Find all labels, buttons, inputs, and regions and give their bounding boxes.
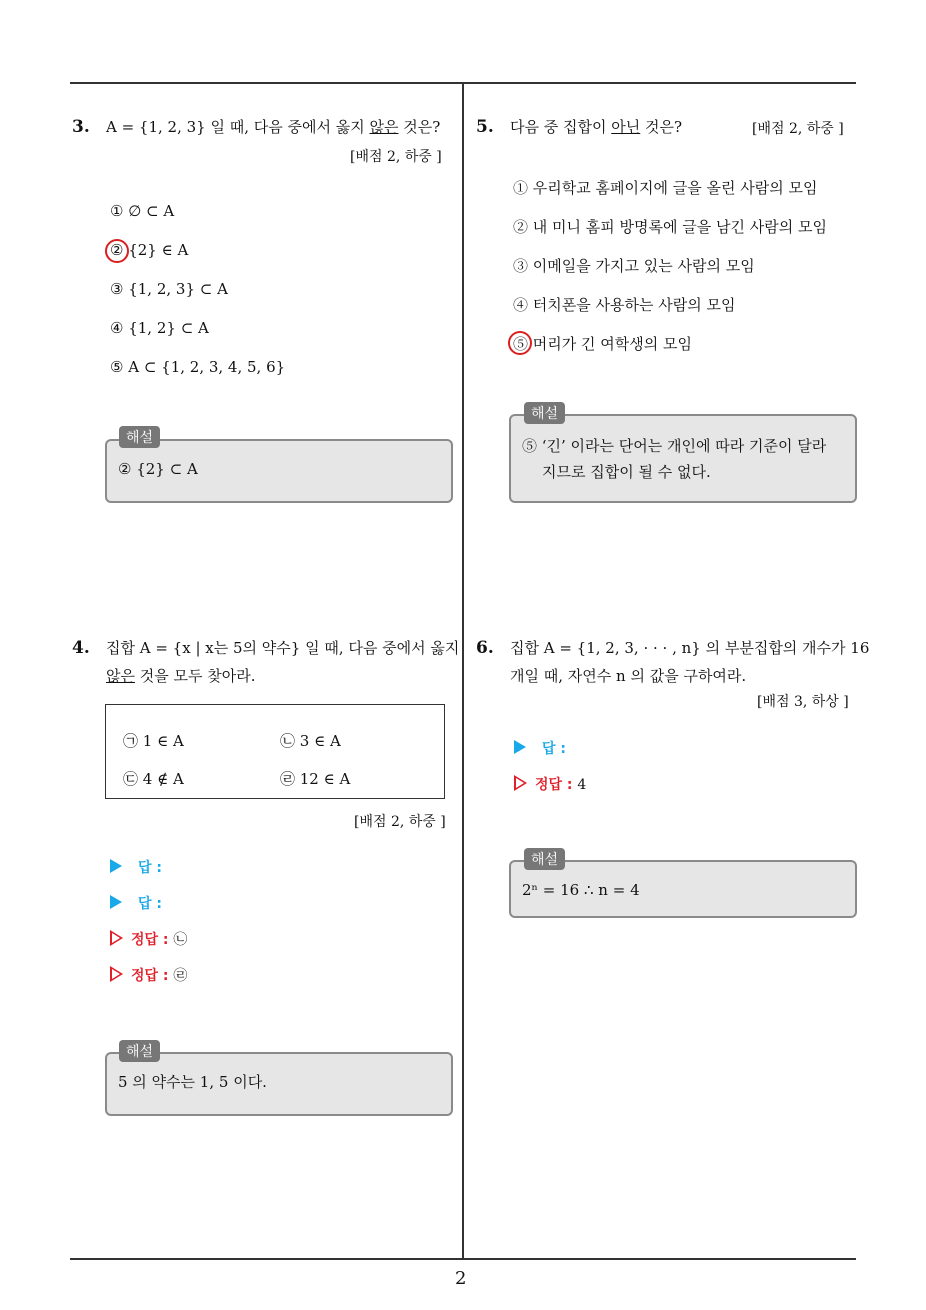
q6-text-line-1: 집합 A = {1, 2, 3, · · · , n} 의 부분집합의 개수가 16 — [510, 639, 870, 657]
q4-choice-4: ㉣ 12 ∈ A — [280, 770, 351, 788]
q3-option-3[interactable]: ③ {1, 2, 3} ⊂ A — [110, 280, 228, 298]
q3-explanation: ② {2} ⊂ A — [118, 460, 198, 478]
q5-text: 다음 중 집합이 아닌 것은? — [510, 118, 683, 136]
play-icon — [514, 740, 526, 754]
q4-explanation: 5 의 약수는 1, 5 이다. — [118, 1073, 267, 1091]
q5-option-2[interactable]: ② 내 미니 홈피 방명록에 글을 남긴 사람의 모임 — [513, 218, 827, 236]
q3-option-4[interactable]: ④ {1, 2} ⊂ A — [110, 319, 209, 337]
play-icon — [110, 859, 122, 873]
q4-answer-1[interactable]: 답 : — [110, 857, 162, 877]
q3-option-5[interactable]: ⑤ A ⊂ {1, 2, 3, 4, 5, 6} — [110, 358, 286, 376]
q6-answer[interactable]: 답 : — [514, 738, 566, 758]
q4-explanation-tag: 해설 — [119, 1040, 160, 1062]
outline-play-icon — [110, 930, 123, 946]
q3-option-2[interactable]: ② {2} ∈ A — [110, 241, 189, 259]
q5-option-3[interactable]: ③ 이메일을 가지고 있는 사람의 모임 — [513, 257, 755, 275]
q6-number: 6. — [476, 638, 494, 658]
q4-choice-3: ㉢ 4 ∉ A — [123, 770, 184, 788]
q4-text-line-2: 않은 것을 모두 찾아라. — [106, 667, 256, 685]
q4-number: 4. — [72, 638, 90, 658]
q5-option-4[interactable]: ④ 터치폰을 사용하는 사람의 모임 — [513, 296, 736, 314]
q5-option-5[interactable]: ⑤ 머리가 긴 여학생의 모임 — [513, 335, 692, 353]
q4-correct-1: 정답 : ㉡ — [110, 929, 187, 949]
q3-text: A = {1, 2, 3} 일 때, 다음 중에서 옳지 않은 것은? — [106, 118, 441, 136]
q6-explanation: 2ⁿ = 16 ∴ n = 4 — [522, 881, 640, 899]
q6-text-line-2: 개일 때, 자연수 n 의 값을 구하여라. — [510, 667, 747, 685]
q3-explanation-tag: 해설 — [119, 426, 160, 448]
outline-play-icon — [110, 966, 123, 982]
column-divider — [462, 82, 464, 1260]
q3-number: 3. — [72, 117, 90, 137]
q6-explanation-tag: 해설 — [524, 848, 565, 870]
q4-answer-2[interactable]: 답 : — [110, 893, 162, 913]
bottom-rule — [70, 1258, 856, 1260]
q4-score: [배점 2, 하중 ] — [354, 814, 446, 830]
q5-number: 5. — [476, 117, 494, 137]
q4-correct-2: 정답 : ㉣ — [110, 965, 187, 985]
q5-score: [배점 2, 하중 ] — [752, 121, 844, 137]
play-icon — [110, 895, 122, 909]
q5-option-1[interactable]: ① 우리학교 홈페이지에 글을 올린 사람의 모임 — [513, 179, 818, 197]
page-number: 2 — [455, 1268, 467, 1289]
q6-correct: 정답 : 4 — [514, 774, 586, 794]
q3-option-1[interactable]: ① ∅ ⊂ A — [110, 202, 175, 220]
q4-choice-2: ㉡ 3 ∈ A — [280, 732, 341, 750]
q4-text-line-1: 집합 A = {x | x는 5의 약수} 일 때, 다음 중에서 옳지 — [106, 639, 460, 657]
q6-score: [배점 3, 하상 ] — [757, 694, 849, 710]
q5-explanation-line-2: 지므로 집합이 될 수 없다. — [542, 463, 711, 481]
outline-play-icon — [514, 775, 527, 791]
q5-explanation-line-1: ⑤ ‘긴’ 이라는 단어는 개인에 따라 기준이 달라 — [522, 437, 827, 455]
q4-choice-1: ㉠ 1 ∈ A — [123, 732, 184, 750]
q3-score: [배점 2, 하중 ] — [350, 149, 442, 165]
q5-explanation-tag: 해설 — [524, 402, 565, 424]
